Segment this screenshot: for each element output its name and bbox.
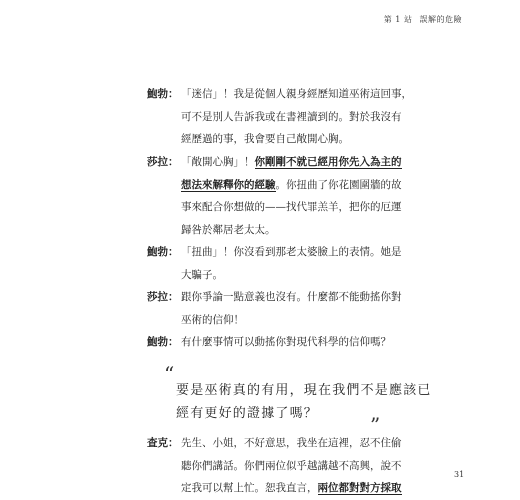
dialogue-line: 可不是別人告訴我或在書裡讀到的。對於我沒有 bbox=[181, 110, 402, 123]
dialogue-line: 歸咎於鄰居老太太。 bbox=[181, 223, 276, 236]
speaker-label: 鮑勃： bbox=[147, 336, 179, 348]
dialogue-line: 大騙子。 bbox=[181, 268, 223, 281]
dialogue-line: 經歷過的事，我會要自己敞開心胸。 bbox=[181, 133, 349, 145]
pullquote-line: 經有更好的證據了嗎？ bbox=[176, 406, 319, 421]
speaker-label: 莎拉： bbox=[147, 291, 179, 303]
page-number: 31 bbox=[454, 470, 465, 479]
close-quote-mark: ” bbox=[370, 413, 381, 437]
pullquote-line: 要是巫術真的有用，現在我們不是應該已 bbox=[176, 383, 432, 398]
dialogue-fragment: 定我可以幫上忙。恕我直言， bbox=[181, 482, 318, 494]
chapter-title: 誤解的危險 bbox=[419, 15, 462, 24]
chapter-number: 第 1 站 bbox=[383, 15, 413, 24]
speaker-label: 鮑勃： bbox=[147, 88, 179, 100]
dialogue-line: 先生、小姐，不好意思，我坐在這裡，忍不住偷 bbox=[181, 437, 402, 449]
underlined-phrase: 兩位都對對方採取 bbox=[317, 482, 402, 494]
dialogue-line bbox=[181, 477, 402, 500]
dialogue-line: 有什麼事情可以動搖你對現代科學的信仰嗎？ bbox=[181, 336, 391, 348]
dialogue-line: 事來配合你想做的——找代罪羔羊，把你的厄運 bbox=[181, 201, 402, 213]
dialogue-line: 跟你爭論一點意義也沒有。什麼都不能動搖你對 bbox=[181, 291, 402, 303]
dialogue-line: 「敞開心胸」！你剛剛不就已經用你先入為主的 bbox=[181, 156, 402, 168]
speaker-label: 莎拉： bbox=[147, 156, 179, 168]
speaker-label: 鮑勃： bbox=[147, 246, 179, 258]
dialogue-line: 聽你們講話。你們兩位似乎越講越不高興，說不 bbox=[181, 459, 402, 472]
underlined-phrase: 想法來解釋你的經驗 bbox=[181, 178, 276, 191]
dialogue-line: 「迷信」！我是從個人親身經歷知道巫術這回事， bbox=[181, 88, 412, 100]
speaker-label: 查克： bbox=[147, 437, 179, 449]
open-quote-mark: “ bbox=[164, 362, 175, 386]
running-header bbox=[380, 14, 462, 25]
dialogue-line: 「扭曲」！你沒看到那老太婆臉上的表情。她是 bbox=[181, 246, 402, 258]
dialogue-line: 巫術的信仰！ bbox=[181, 313, 244, 326]
underlined-phrase: 你剛剛不就已經用你先入為主的 bbox=[254, 156, 402, 168]
dialogue-line: 想法來解釋你的經驗。你扭曲了你花園圍牆的故 bbox=[181, 178, 402, 191]
